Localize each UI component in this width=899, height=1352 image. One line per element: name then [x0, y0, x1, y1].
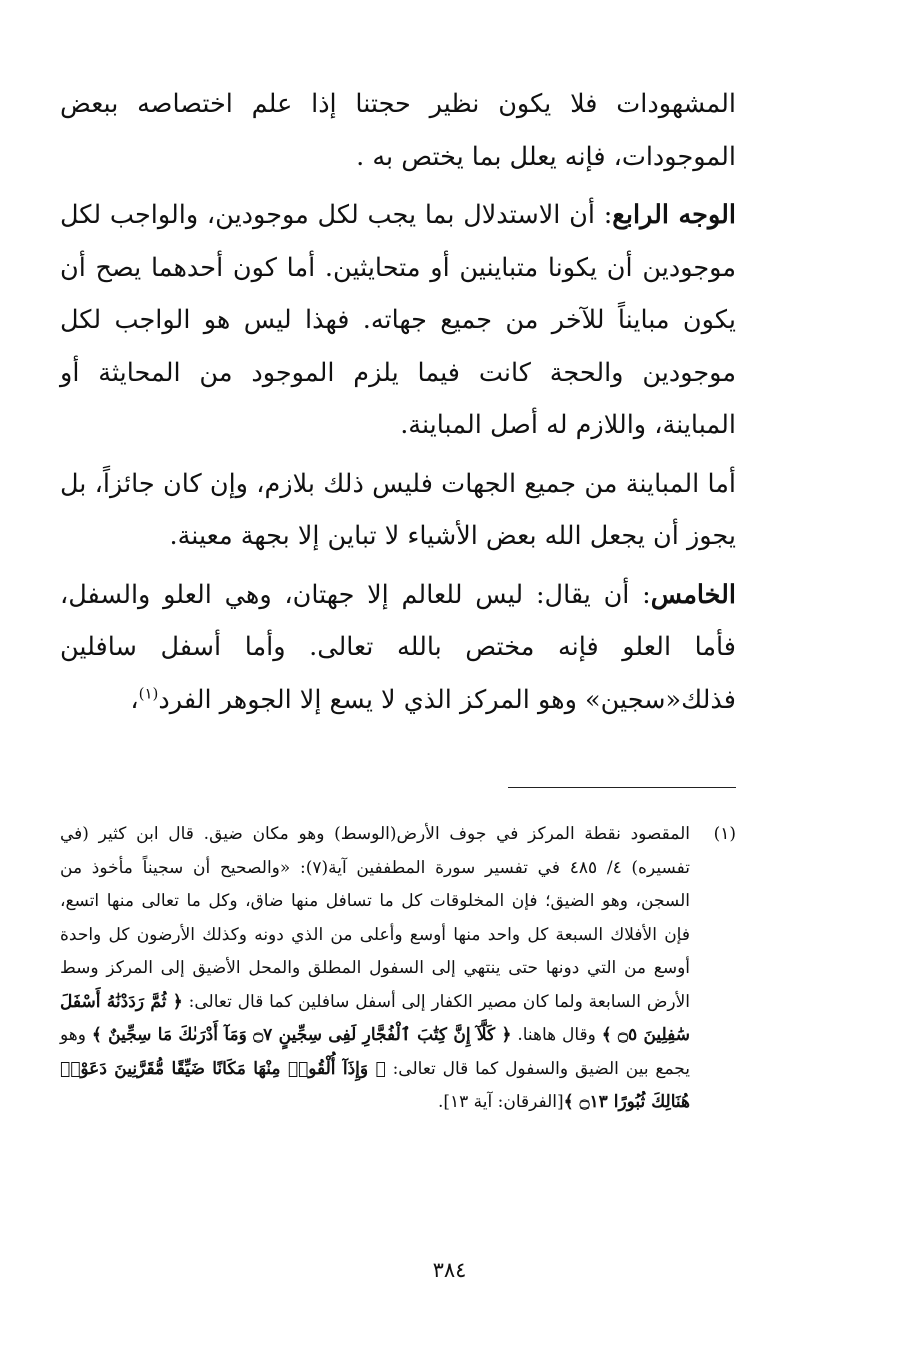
paragraph-1: [60, 78, 736, 183]
quran-verse-3: ﴿ وَإِذَآ أُلْقُوا۟ مِنْهَا مَكَانًا ضَيِّقًا مُّقَرَّنِينَ دَعَوْا۟ هُنَالِكَ ثُبُورًا ۝١٣ ﴾: [60, 1058, 690, 1112]
paragraph-2-text: : أن الاستدلال بما يجب لكل موجودين، والواجب لكل موجودين أن يكونا متباينين أو متحايثين. أما كون أحدهما يصح أن يكون مبايناً للآخر من جميع جهاته. فهذا ليس هو الواجب لكل موجودين والحجة كانت فيما يلزم الموجود من المحايثة أو المباينة، واللازم له أصل المباينة.: [60, 200, 736, 440]
paragraph-3: [60, 458, 736, 563]
paragraph-1-text: المشهودات فلا يكون نظير حجتنا إذا علم اختصاصه ببعض الموجودات، فإنه يعلل بما يختص به .: [60, 89, 736, 172]
paragraph-3-text: أما المباينة من جميع الجهات فليس ذلك بلازم، وإن كان جائزاً، بل يجوز أن يجعل الله بعض الأشياء لا تباين إلا بجهة معينة.: [60, 468, 736, 551]
footnote-part-3: وهو يجمع بين الضيق والسفول كما قال تعالى:: [60, 1025, 691, 1079]
footnote-text: [60, 818, 690, 1120]
footnote-1: [60, 818, 736, 1120]
paragraph-2: [60, 189, 736, 452]
paragraph-4-heading: الخامس: [650, 579, 736, 610]
footnote-part-2: وقال هاهنا.: [517, 1025, 596, 1045]
paragraph-4-tail: ،: [130, 684, 139, 715]
quran-verse-1: ﴿ ثُمَّ رَدَدْنَٰهُ أَسْفَلَ سَٰفِلِينَ ۝٥ ﴾: [60, 991, 691, 1045]
paragraph-2-heading: الوجه الرابع: [612, 200, 736, 230]
page-number: ٣٨٤: [432, 1258, 467, 1282]
footnote-separator: [508, 787, 736, 788]
footnotes: [60, 818, 736, 1120]
footnote-reference[interactable]: (١): [138, 684, 159, 702]
quran-verse-2: ﴿ كَلَّآ إِنَّ كِتَٰبَ ٱلْفُجَّارِ لَفِى سِجِّينٍ ۝٧ وَمَآ أَدْرَىٰكَ مَا سِجِّينٌ ﴾: [91, 1025, 512, 1045]
footnote-part-1: المقصود نقطة المركز في جوف الأرض(الوسط) وهو مكان ضيق. قال ابن كثير (في تفسيره) ٤/ ٤٨٥ في تفسير سورة المطففين آية(٧): «والصحيح أن سجيناً مأخوذ من السجن، وهو الضيق؛ فإن المخلوقات كل ما تسافل منها ضاق، وكل ما تعالى منها اتسع، فإن الأفلاك السبعة كل واحد منها أوسع وأعلى من الذي دونه وكذلك الأرضون كل واحدة أوسع من التي دونها حتى ينتهي إلى السفول المطلق والمحل الأضيق إلى المركز وسط الأرض السابعة ولما كان مصير الكفار إلى أسفل سافلين كما قال تعالى:: [60, 824, 691, 1012]
paragraph-4-text: : أن يقال: ليس للعالم إلا جهتان، وهي العلو والسفل، فأما العلو فإنه مختص بالله تعالى. وأما أسفل سافلين فذلك«سجين» وهو المركز الذي لا يسع إلا الجوهر الفرد: [60, 579, 736, 715]
footnote-part-4: [الفرقان: آية ١٣].: [437, 1092, 564, 1112]
main-text: [60, 78, 736, 726]
footnote-number: (١): [713, 824, 736, 844]
paragraph-4: [60, 569, 736, 727]
